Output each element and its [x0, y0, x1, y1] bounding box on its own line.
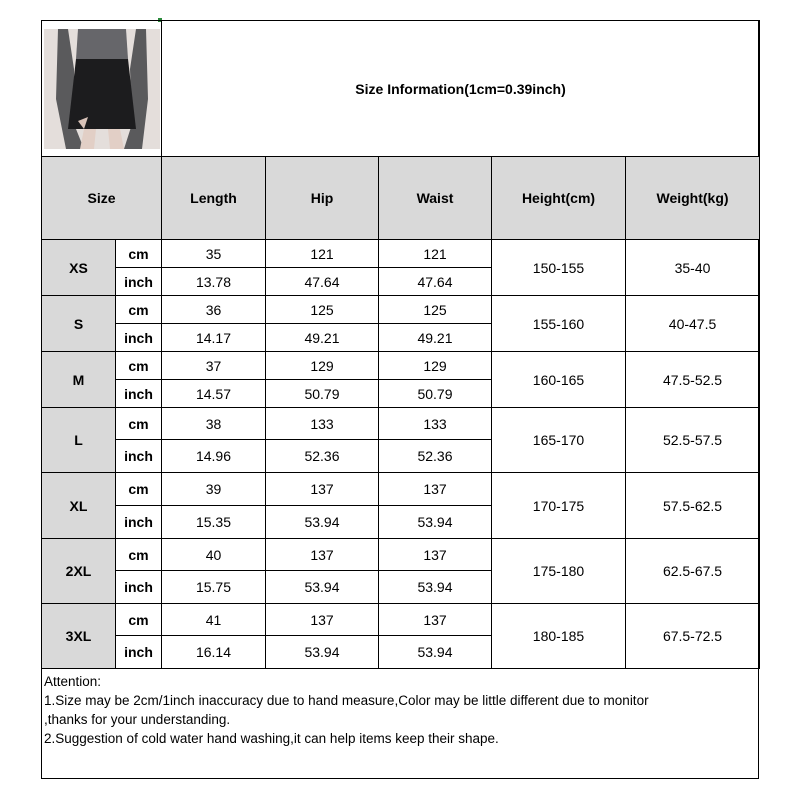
skirt-model-image: [44, 29, 160, 149]
weight-range: 62.5-67.5: [626, 539, 760, 604]
height-range: 160-165: [492, 352, 626, 408]
hip-inch: 49.21: [266, 324, 379, 352]
table-row: [42, 473, 760, 506]
height-range: 170-175: [492, 473, 626, 539]
unit-cm: cm: [116, 408, 162, 440]
unit-cm: cm: [116, 352, 162, 380]
unit-inch: inch: [116, 506, 162, 539]
attention-notes: [44, 672, 754, 748]
weight-range: 52.5-57.5: [626, 408, 760, 473]
hip-cm: 129: [266, 352, 379, 380]
height-range: 155-160: [492, 296, 626, 352]
unit-cm: cm: [116, 473, 162, 506]
hip-cm: 137: [266, 473, 379, 506]
unit-cm: cm: [116, 240, 162, 268]
size-label: XL: [42, 473, 116, 539]
length-inch: 15.35: [162, 506, 266, 539]
product-photo: [44, 29, 160, 149]
length-cm: 38: [162, 408, 266, 440]
height-range: 175-180: [492, 539, 626, 604]
waist-cm: 129: [379, 352, 492, 380]
hip-inch: 53.94: [266, 636, 379, 669]
hip-cm: 137: [266, 539, 379, 571]
size-column-header: Size: [42, 157, 162, 240]
table-row: [42, 352, 760, 380]
height-range: 150-155: [492, 240, 626, 296]
waist-inch: 49.21: [379, 324, 492, 352]
table-row: [42, 296, 760, 324]
unit-cm: cm: [116, 539, 162, 571]
waist-header: Waist: [379, 157, 492, 240]
length-cm: 41: [162, 604, 266, 636]
title-row: [42, 21, 760, 157]
length-cm: 36: [162, 296, 266, 324]
hip-inch: 52.36: [266, 440, 379, 473]
header-row: [42, 157, 760, 240]
weight-header: Weight(kg): [626, 157, 760, 240]
size-label: L: [42, 408, 116, 473]
waist-cm: 137: [379, 473, 492, 506]
waist-inch: 53.94: [379, 571, 492, 604]
unit-inch: inch: [116, 440, 162, 473]
table-row: [42, 604, 760, 636]
hip-cm: 133: [266, 408, 379, 440]
height-range: 180-185: [492, 604, 626, 669]
product-photo-cell: [42, 21, 162, 157]
unit-inch: inch: [116, 324, 162, 352]
height-range: 165-170: [492, 408, 626, 473]
length-inch: 14.17: [162, 324, 266, 352]
waist-cm: 121: [379, 240, 492, 268]
weight-range: 67.5-72.5: [626, 604, 760, 669]
waist-inch: 50.79: [379, 380, 492, 408]
waist-inch: 52.36: [379, 440, 492, 473]
attention-line: 2.Suggestion of cold water hand washing,it can help items keep their shape.: [44, 731, 499, 746]
weight-range: 47.5-52.5: [626, 352, 760, 408]
weight-range: 35-40: [626, 240, 760, 296]
length-cm: 37: [162, 352, 266, 380]
hip-cm: 121: [266, 240, 379, 268]
attention-heading: Attention:: [44, 674, 102, 689]
table-row: [42, 539, 760, 571]
length-header: Length: [162, 157, 266, 240]
waist-inch: 53.94: [379, 636, 492, 669]
hip-inch: 47.64: [266, 268, 379, 296]
unit-inch: inch: [116, 268, 162, 296]
size-label: XS: [42, 240, 116, 296]
unit-cm: cm: [116, 296, 162, 324]
hip-inch: 53.94: [266, 571, 379, 604]
hip-inch: 50.79: [266, 380, 379, 408]
unit-inch: inch: [116, 571, 162, 604]
chart-title: Size Information(1cm=0.39inch): [162, 21, 760, 157]
size-label: M: [42, 352, 116, 408]
unit-inch: inch: [116, 636, 162, 669]
length-cm: 40: [162, 539, 266, 571]
hip-cm: 125: [266, 296, 379, 324]
hip-cm: 137: [266, 604, 379, 636]
waist-cm: 137: [379, 539, 492, 571]
size-label: S: [42, 296, 116, 352]
length-inch: 13.78: [162, 268, 266, 296]
table-row: [42, 240, 760, 268]
weight-range: 40-47.5: [626, 296, 760, 352]
hip-header: Hip: [266, 157, 379, 240]
unit-cm: cm: [116, 604, 162, 636]
waist-cm: 137: [379, 604, 492, 636]
length-cm: 35: [162, 240, 266, 268]
size-label: 3XL: [42, 604, 116, 669]
size-table: [41, 20, 760, 669]
length-inch: 14.96: [162, 440, 266, 473]
height-header: Height(cm): [492, 157, 626, 240]
waist-inch: 53.94: [379, 506, 492, 539]
length-inch: 14.57: [162, 380, 266, 408]
waist-cm: 125: [379, 296, 492, 324]
waist-inch: 47.64: [379, 268, 492, 296]
size-label: 2XL: [42, 539, 116, 604]
unit-inch: inch: [116, 380, 162, 408]
length-cm: 39: [162, 473, 266, 506]
table-row: [42, 408, 760, 440]
length-inch: 15.75: [162, 571, 266, 604]
waist-cm: 133: [379, 408, 492, 440]
hip-inch: 53.94: [266, 506, 379, 539]
length-inch: 16.14: [162, 636, 266, 669]
attention-line: ,thanks for your understanding.: [44, 712, 231, 727]
weight-range: 57.5-62.5: [626, 473, 760, 539]
attention-line: 1.Size may be 2cm/1inch inaccuracy due to hand measure,Color may be little different due to monitor: [44, 693, 649, 708]
